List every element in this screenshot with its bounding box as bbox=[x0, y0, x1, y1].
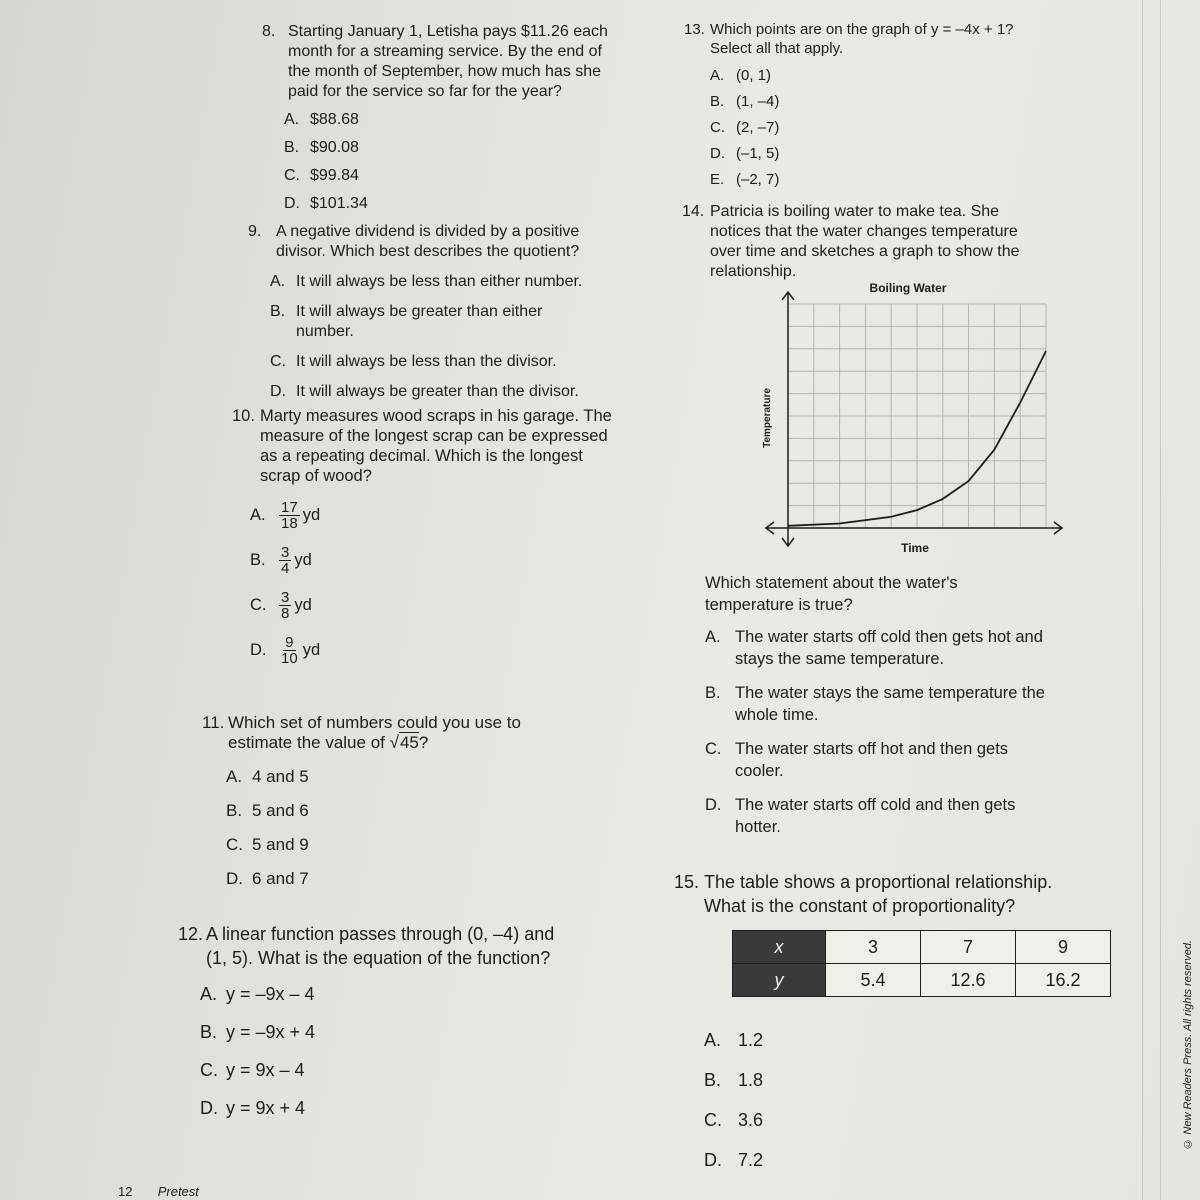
option-text: 3.6 bbox=[738, 1110, 764, 1130]
answer-option[interactable] bbox=[710, 144, 1104, 163]
option-letter: B. bbox=[200, 1022, 218, 1042]
option-letter: D. bbox=[705, 796, 722, 814]
unit: yd bbox=[294, 550, 312, 569]
answer-option[interactable] bbox=[284, 166, 662, 186]
answer-option[interactable] bbox=[200, 1096, 618, 1120]
option-text: (1, –4) bbox=[736, 93, 780, 110]
answer-option[interactable] bbox=[226, 767, 622, 787]
answer-option[interactable] bbox=[226, 869, 622, 889]
answer-option[interactable] bbox=[250, 545, 652, 576]
fraction bbox=[279, 545, 291, 576]
question-12 bbox=[178, 922, 618, 1134]
radicand: 45 bbox=[399, 733, 419, 752]
answer-option[interactable] bbox=[704, 1068, 904, 1092]
question-number: 12. bbox=[178, 924, 204, 944]
question-text: The table shows a proportional relationship. What is the constant of proportionality? bbox=[704, 872, 1053, 916]
answer-option[interactable] bbox=[200, 1058, 618, 1082]
answer-option[interactable] bbox=[710, 92, 1104, 111]
option-text: $99.84 bbox=[310, 167, 359, 184]
option-text: (–2, 7) bbox=[736, 171, 780, 188]
option-text: (–1, 5) bbox=[736, 145, 780, 162]
option-letter: C. bbox=[200, 1060, 218, 1080]
answer-option[interactable] bbox=[270, 352, 668, 372]
proportion-table bbox=[732, 930, 1111, 997]
answer-option[interactable] bbox=[250, 590, 652, 621]
answer-option[interactable] bbox=[250, 500, 652, 531]
option-text: It will always be less than either number. bbox=[296, 273, 583, 290]
answer-option[interactable] bbox=[704, 1028, 904, 1052]
option-text: The water starts off cold then gets hot and stays the same temperature. bbox=[735, 628, 1043, 668]
page-edge bbox=[1160, 0, 1161, 1200]
table-cell: 16.2 bbox=[1016, 964, 1111, 997]
option-letter: C. bbox=[710, 119, 725, 136]
question-13 bbox=[684, 20, 1104, 196]
question-15 bbox=[674, 870, 1134, 918]
answer-option[interactable] bbox=[270, 272, 668, 292]
option-text: $90.08 bbox=[310, 139, 359, 156]
answer-option[interactable] bbox=[270, 302, 668, 342]
page-footer bbox=[118, 1184, 199, 1199]
option-text: 4 and 5 bbox=[252, 767, 309, 786]
table-cell: 3 bbox=[826, 931, 921, 964]
question-text: Which statement about the water's temperature is true? bbox=[705, 574, 958, 614]
option-letter: C. bbox=[705, 740, 722, 758]
fraction bbox=[279, 590, 291, 621]
question-text: A linear function passes through (0, –4) and (1, 5). What is the equation of the function? bbox=[206, 924, 555, 968]
option-text: The water starts off hot and then gets cooler. bbox=[735, 740, 1009, 780]
option-text: (2, –7) bbox=[736, 119, 780, 136]
option-letter: B. bbox=[710, 93, 725, 110]
numerator: 9 bbox=[285, 634, 294, 651]
page-edge bbox=[1142, 0, 1143, 1200]
option-letter: A. bbox=[710, 67, 725, 84]
copyright-notice: © New Readers Press. All rights reserved. bbox=[1182, 940, 1194, 1150]
answer-option[interactable] bbox=[226, 835, 622, 855]
square-root-icon: √ bbox=[389, 733, 399, 752]
question-11 bbox=[202, 713, 622, 903]
option-text: y = 9x + 4 bbox=[226, 1098, 306, 1118]
option-letter: B. bbox=[226, 801, 243, 820]
option-text: y = –9x – 4 bbox=[226, 984, 315, 1004]
option-letter: C. bbox=[250, 595, 267, 614]
option-letter: A. bbox=[270, 273, 286, 290]
option-letter: B. bbox=[704, 1070, 722, 1090]
option-letter: C. bbox=[226, 835, 243, 854]
option-letter: C. bbox=[704, 1110, 722, 1130]
question-number: 8. bbox=[262, 23, 276, 40]
answer-option[interactable] bbox=[710, 66, 1104, 85]
table-header-x: x bbox=[733, 931, 826, 964]
option-letter: D. bbox=[200, 1098, 218, 1118]
table-row bbox=[733, 964, 1111, 997]
option-letter: B. bbox=[250, 550, 266, 569]
question-number: 14. bbox=[682, 203, 705, 220]
question-text-part: Which set of numbers could you use to estimate the value of bbox=[228, 713, 521, 752]
answer-option[interactable] bbox=[200, 1020, 618, 1044]
option-text: 6 and 7 bbox=[252, 869, 309, 888]
fraction bbox=[279, 500, 300, 531]
answer-option[interactable] bbox=[226, 801, 622, 821]
answer-option[interactable] bbox=[284, 138, 662, 158]
numerator: 17 bbox=[281, 499, 298, 516]
table-cell: 12.6 bbox=[921, 964, 1016, 997]
question-14-prompt bbox=[705, 572, 1135, 850]
option-letter: A. bbox=[704, 1030, 722, 1050]
answer-option[interactable] bbox=[710, 170, 1104, 189]
option-letter: A. bbox=[284, 111, 300, 128]
y-axis-label: Temperature bbox=[762, 388, 773, 448]
option-text: 1.2 bbox=[738, 1030, 764, 1050]
option-text: The water stays the same temperature the whole time. bbox=[735, 684, 1045, 724]
answer-option[interactable] bbox=[705, 626, 1135, 670]
option-text: $101.34 bbox=[310, 195, 368, 212]
option-text: (0, 1) bbox=[736, 67, 772, 84]
option-letter: A. bbox=[200, 984, 218, 1004]
question-text: Patricia is boiling water to make tea. She notices that the water changes temperature over time and sketches a graph to show the relationship. bbox=[710, 203, 1020, 280]
option-text: The water starts off cold and then gets hotter. bbox=[735, 796, 1016, 836]
option-letter: C. bbox=[284, 167, 300, 184]
option-text: It will always be less than the divisor. bbox=[296, 353, 557, 370]
question-text-part: ? bbox=[418, 733, 429, 752]
answer-option[interactable] bbox=[284, 194, 662, 214]
option-letter: A. bbox=[250, 505, 266, 524]
option-letter: D. bbox=[270, 383, 286, 400]
table-cell: 7 bbox=[921, 931, 1016, 964]
option-letter: D. bbox=[710, 145, 725, 162]
chart-title: Boiling Water bbox=[869, 281, 947, 295]
answer-option[interactable] bbox=[704, 1148, 904, 1172]
denominator: 10 bbox=[281, 650, 298, 667]
answer-option[interactable] bbox=[705, 738, 1135, 782]
option-text: y = 9x – 4 bbox=[226, 1060, 305, 1080]
boiling-water-chart bbox=[750, 278, 1080, 560]
question-15-options bbox=[704, 1022, 904, 1188]
table-header-y: y bbox=[733, 964, 826, 997]
x-axis-label: Time bbox=[901, 541, 929, 555]
answer-option[interactable] bbox=[705, 682, 1135, 726]
option-letter: B. bbox=[284, 139, 300, 156]
question-10 bbox=[232, 406, 652, 680]
option-letter: B. bbox=[705, 684, 721, 702]
option-letter: A. bbox=[226, 767, 243, 786]
question-number: 10. bbox=[232, 407, 255, 425]
question-text: A negative dividend is divided by a positive divisor. Which best describes the quotient? bbox=[276, 223, 580, 260]
question-number: 9. bbox=[248, 223, 262, 240]
option-letter: D. bbox=[226, 869, 243, 888]
answer-option[interactable] bbox=[705, 794, 1135, 838]
option-text: It will always be greater than either number. bbox=[296, 303, 543, 340]
unit: yd bbox=[294, 595, 312, 614]
answer-option[interactable] bbox=[284, 110, 662, 130]
denominator: 18 bbox=[281, 515, 298, 532]
numerator: 3 bbox=[281, 589, 290, 606]
option-text: 5 and 6 bbox=[252, 801, 309, 820]
table-cell: 5.4 bbox=[826, 964, 921, 997]
unit: yd bbox=[302, 505, 321, 524]
denominator: 4 bbox=[281, 560, 290, 577]
page-number: 12 bbox=[118, 1184, 133, 1199]
question-9 bbox=[248, 222, 668, 412]
table-cell: 9 bbox=[1016, 931, 1111, 964]
answer-option[interactable] bbox=[710, 118, 1104, 137]
option-text: 7.2 bbox=[738, 1150, 764, 1170]
question-8 bbox=[262, 22, 662, 222]
option-letter: B. bbox=[270, 303, 286, 320]
question-number: 15. bbox=[674, 872, 700, 892]
option-letter: D. bbox=[704, 1150, 722, 1170]
question-text bbox=[228, 713, 521, 753]
section-name: Pretest bbox=[157, 1184, 199, 1199]
option-text: It will always be greater than the divisor. bbox=[296, 383, 579, 400]
option-text: 5 and 9 bbox=[252, 835, 309, 854]
question-text: Marty measures wood scraps in his garage. The measure of the longest scrap can be expressed as a repeating decimal. Which is the longest scrap of wood? bbox=[260, 407, 612, 485]
question-text: Starting January 1, Letisha pays $11.26 each month for a streaming service. By the end of the month of September, how much has she paid for the service so far for the year? bbox=[288, 23, 608, 100]
answer-option[interactable] bbox=[200, 982, 618, 1006]
table-row bbox=[733, 931, 1111, 964]
question-number: 13. bbox=[684, 21, 705, 38]
answer-option[interactable] bbox=[704, 1108, 904, 1132]
option-text: 1.8 bbox=[738, 1070, 764, 1090]
answer-option[interactable] bbox=[250, 635, 652, 666]
option-letter: C. bbox=[270, 353, 286, 370]
answer-option[interactable] bbox=[270, 382, 668, 402]
option-text: y = –9x + 4 bbox=[226, 1022, 316, 1042]
option-text: $88.68 bbox=[310, 111, 359, 128]
option-letter: A. bbox=[705, 628, 721, 646]
fraction bbox=[279, 635, 300, 666]
option-letter: E. bbox=[710, 171, 725, 188]
question-number: 11. bbox=[202, 713, 225, 732]
question-text: Which points are on the graph of y = –4x + 1? Select all that apply. bbox=[710, 21, 1014, 57]
unit: yd bbox=[302, 640, 321, 659]
option-letter: D. bbox=[284, 195, 300, 212]
denominator: 8 bbox=[281, 605, 290, 622]
question-14 bbox=[682, 202, 1102, 282]
option-letter: D. bbox=[250, 640, 267, 659]
numerator: 3 bbox=[281, 544, 290, 561]
